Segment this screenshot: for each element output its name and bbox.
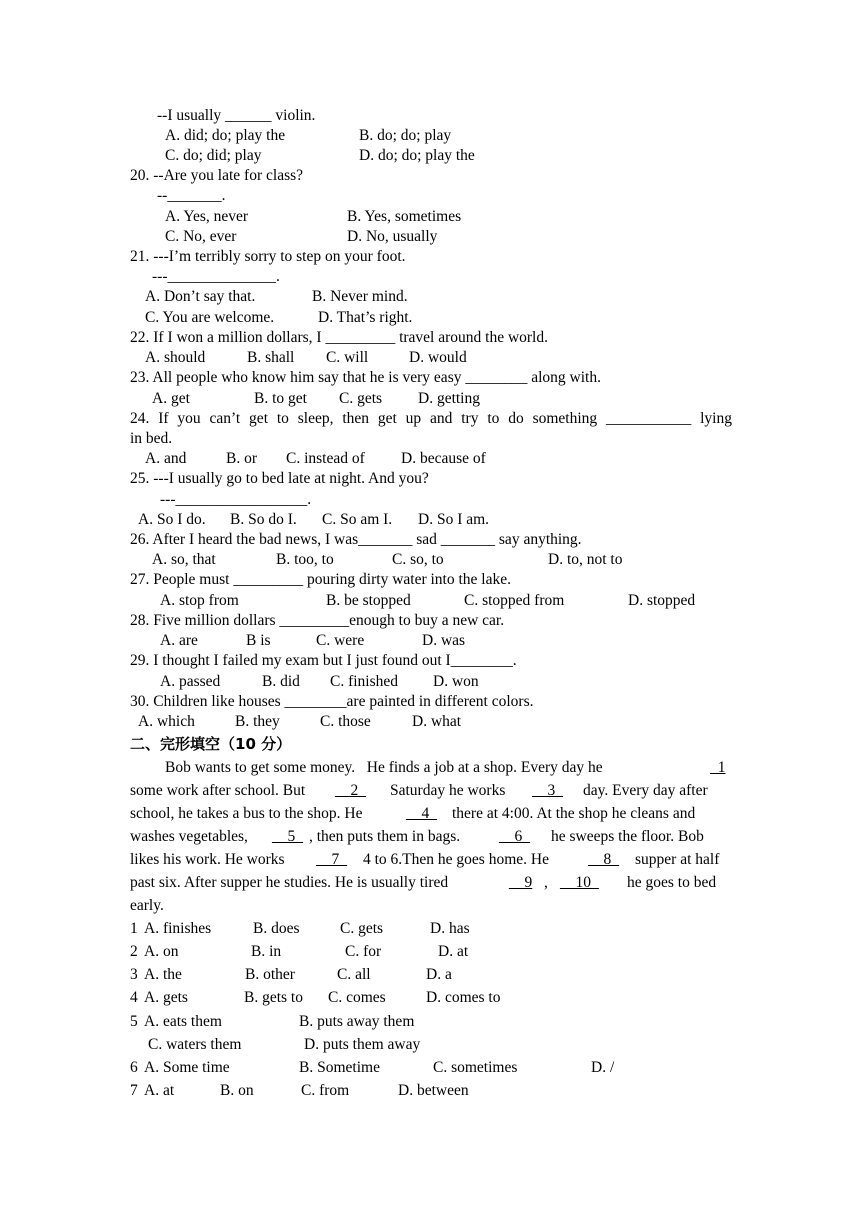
q30-option-a: A. which — [138, 713, 195, 730]
cloze-blank-1: 1 — [710, 759, 726, 776]
cloze-item-3-num: 3 — [130, 966, 138, 983]
q27-option-d: D. stopped — [628, 592, 696, 609]
cloze-item-2-a: A. on — [144, 943, 179, 960]
q27-option-c: C. stopped from — [464, 592, 565, 609]
cloze-item-4-c: C. comes — [328, 989, 386, 1006]
passage-line-5a: likes his work. He works — [130, 851, 285, 868]
q26-option-b: B. too, to — [276, 551, 334, 568]
q23-option-c: C. gets — [339, 390, 383, 407]
q26-stem: 26. After I heard the bad news, I was_______ sad _______ say anything. — [130, 531, 582, 548]
q25-option-a: A. So I do. — [138, 511, 206, 528]
cloze-item-4-d: D. comes to — [426, 989, 501, 1006]
q29-option-c: C. finished — [330, 673, 399, 690]
cloze-item-7-b: B. on — [220, 1082, 254, 1099]
q24-option-a: A. and — [145, 450, 187, 467]
q24-option-c: C. instead of — [286, 450, 365, 467]
q22-option-d: D. would — [409, 349, 467, 366]
passage-line-5c: supper at half — [635, 851, 720, 868]
q21-option-d: D. That’s right. — [318, 309, 413, 326]
q25-option-b: B. So do I. — [230, 511, 297, 528]
q29-stem: 29. I thought I failed my exam but I just found out I________. — [130, 652, 517, 669]
q22-option-b: B. shall — [247, 349, 295, 366]
passage-line-7: early. — [130, 897, 164, 914]
q24-option-b: B. or — [226, 450, 257, 467]
q26-option-d: D. to, not to — [548, 551, 623, 568]
q23-option-b: B. to get — [254, 390, 307, 407]
q28-option-c: C. were — [316, 632, 365, 649]
cloze-blank-3: __3 — [532, 782, 563, 799]
cloze-item-7-a: A. at — [144, 1082, 175, 1099]
q25-stem: 25. ---I usually go to bed late at night. And you? — [130, 470, 429, 487]
q24-stem-line1: 24. If you can’t get to sleep, then get up and try to do something ___________ lying — [130, 410, 732, 427]
q19-option-c: C. do; did; play — [165, 147, 262, 164]
q19-option-d: D. do; do; play the — [359, 147, 475, 164]
cloze-item-2-d: D. at — [438, 943, 469, 960]
q19-answer-line: --I usually ______ violin. — [157, 107, 316, 124]
passage-line-2c: day. Every day after — [583, 782, 708, 799]
cloze-item-1-a: A. finishes — [144, 920, 212, 937]
cloze-item-1-c: C. gets — [340, 920, 384, 937]
cloze-item-5-b: B. puts away them — [299, 1013, 415, 1030]
cloze-item-6-c: C. sometimes — [433, 1059, 518, 1076]
cloze-item-3-b: B. other — [245, 966, 295, 983]
q20-option-c: C. No, ever — [165, 228, 237, 245]
q20-option-b: B. Yes, sometimes — [347, 208, 462, 225]
cloze-item-3-a: A. the — [144, 966, 182, 983]
q20-blank: --_______. — [157, 187, 226, 204]
q28-stem: 28. Five million dollars _________enough to buy a new car. — [130, 612, 505, 629]
q24-stem-line2: in bed. — [130, 430, 173, 447]
q29-option-b: B. did — [262, 673, 300, 690]
q19-option-a: A. did; do; play the — [165, 127, 286, 144]
cloze-blank-4: __4_ — [406, 805, 437, 822]
q22-stem: 22. If I won a million dollars, I _________ travel around the world. — [130, 329, 548, 346]
cloze-item-7-c: C. from — [301, 1082, 350, 1099]
q28-option-d: D. was — [422, 632, 466, 649]
passage-line-6c: he goes to bed — [627, 874, 717, 891]
q20-option-d: D. No, usually — [347, 228, 438, 245]
cloze-blank-10: __10_ — [560, 874, 599, 891]
q25-option-d: D. So I am. — [418, 511, 490, 528]
cloze-item-6-num: 6 — [130, 1059, 138, 1076]
passage-line-3b: there at 4:00. At the shop he cleans and — [452, 805, 696, 822]
cloze-item-4-b: B. gets to — [244, 989, 303, 1006]
cloze-item-6-b: B. Sometime — [299, 1059, 380, 1076]
cloze-blank-8: __8_ — [588, 851, 619, 868]
cloze-item-1-b: B. does — [253, 920, 300, 937]
q23-stem: 23. All people who know him say that he is very easy ________ along with. — [130, 369, 601, 386]
section-heading: 二、完形填空（10 分） — [130, 735, 292, 753]
q27-option-b: B. be stopped — [326, 592, 411, 609]
q19-option-b: B. do; do; play — [359, 127, 452, 144]
q20-stem: 20. --Are you late for class? — [130, 167, 304, 184]
q30-option-c: C. those — [320, 713, 371, 730]
q24-option-d: D. because of — [401, 450, 486, 467]
q29-option-a: A. passed — [160, 673, 221, 690]
q30-option-b: B. they — [235, 713, 280, 730]
cloze-item-2-num: 2 — [130, 943, 138, 960]
q21-option-a: A. Don’t say that. — [145, 288, 256, 305]
cloze-item-5-c: C. waters them — [148, 1036, 242, 1053]
passage-line-1: Bob wants to get some money. He finds a job at a shop. Every day he — [165, 759, 603, 776]
cloze-item-2-c: C. for — [345, 943, 382, 960]
q22-option-a: A. should — [145, 349, 206, 366]
passage-line-6a: past six. After supper he studies. He is usually tired — [130, 874, 449, 891]
cloze-item-7-num: 7 — [130, 1082, 138, 1099]
passage-line-3a: school, he takes a bus to the shop. He — [130, 805, 363, 822]
passage-line-4b: , then puts them in bags. — [309, 828, 461, 845]
q30-stem: 30. Children like houses ________are painted in different colors. — [130, 693, 534, 710]
cloze-item-7-d: D. between — [398, 1082, 469, 1099]
q29-option-d: D. won — [433, 673, 479, 690]
cloze-blank-7: __7_ — [316, 851, 347, 868]
cloze-item-4-a: A. gets — [144, 989, 188, 1006]
q21-stem: 21. ---I’m terribly sorry to step on your foot. — [130, 248, 406, 265]
cloze-blank-6: __6_ — [499, 828, 530, 845]
cloze-item-6-d: D. / — [591, 1059, 615, 1076]
passage-line-2a: some work after school. But — [130, 782, 306, 799]
q25-blank: ---_________________. — [160, 491, 312, 508]
passage-line-4c: he sweeps the floor. Bob — [551, 828, 704, 845]
q23-option-a: A. get — [152, 390, 190, 407]
q27-option-a: A. stop from — [160, 592, 239, 609]
cloze-item-4-num: 4 — [130, 989, 138, 1006]
q25-option-c: C. So am I. — [322, 511, 393, 528]
q20-option-a: A. Yes, never — [165, 208, 249, 225]
q23-option-d: D. getting — [418, 390, 480, 407]
passage-line-2b: Saturday he works — [390, 782, 506, 799]
passage-line-4a: washes vegetables, — [130, 828, 248, 845]
q28-option-a: A. are — [160, 632, 198, 649]
q22-option-c: C. will — [326, 349, 369, 366]
cloze-item-1-d: D. has — [430, 920, 470, 937]
cloze-blank-9: __9 — [509, 874, 533, 891]
q26-option-c: C. so, to — [392, 551, 444, 568]
cloze-blank-2: __2 — [335, 782, 366, 799]
cloze-item-2-b: B. in — [251, 943, 282, 960]
cloze-item-5-num: 5 — [130, 1013, 138, 1030]
cloze-item-3-c: C. all — [337, 966, 371, 983]
cloze-item-5-d: D. puts them away — [304, 1036, 421, 1053]
passage-comma: , — [544, 874, 548, 891]
q28-option-b: B is — [246, 632, 271, 649]
q21-option-c: C. You are welcome. — [145, 309, 275, 326]
cloze-item-6-a: A. Some time — [144, 1059, 230, 1076]
cloze-item-5-a: A. eats them — [144, 1013, 222, 1030]
q27-stem: 27. People must _________ pouring dirty water into the lake. — [130, 571, 511, 588]
q26-option-a: A. so, that — [152, 551, 216, 568]
cloze-blank-5: __5_ — [272, 828, 303, 845]
cloze-item-3-d: D. a — [426, 966, 452, 983]
q30-option-d: D. what — [412, 713, 462, 730]
q21-blank: ---______________. — [152, 268, 280, 285]
passage-line-5b: 4 to 6.Then he goes home. He — [363, 851, 549, 868]
cloze-item-1-num: 1 — [130, 920, 138, 937]
q21-option-b: B. Never mind. — [312, 288, 408, 305]
